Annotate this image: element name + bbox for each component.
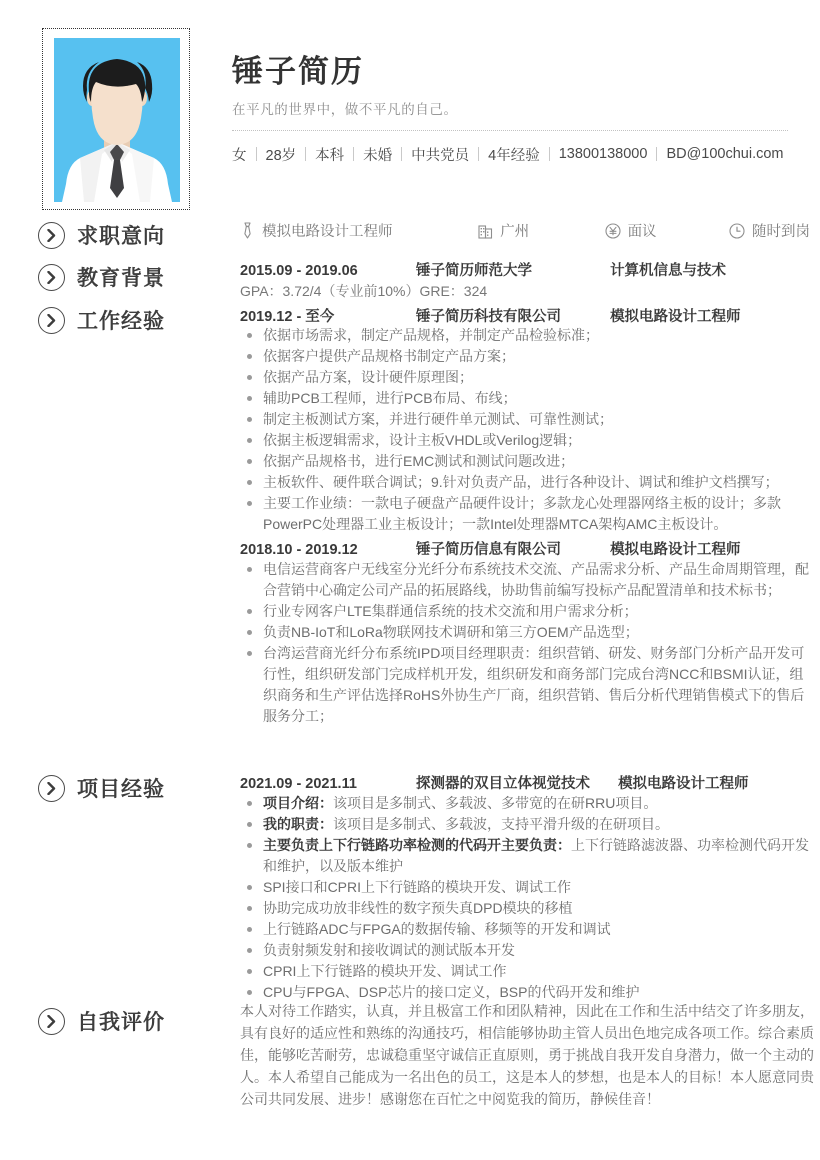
list-item — [240, 940, 812, 961]
bullet-text: 该项目是多制式、多载波、多带宽的在研RRU项目。 — [333, 795, 658, 811]
page-title: 锤子简历 — [232, 54, 364, 89]
work-entry-header — [240, 305, 820, 326]
job-intention-city — [478, 220, 604, 241]
building-icon — [478, 223, 493, 239]
meta-political-status: 中共党员 — [411, 147, 470, 164]
list-item — [240, 877, 812, 898]
work-company: 锤子简历科技有限公司 — [416, 309, 562, 325]
sidebar-item-label: 求职意向 — [77, 225, 165, 248]
list-item: 依据主板逻辑需求，设计主板VHDL或Verilog逻辑； — [240, 430, 812, 451]
main-content — [222, 0, 820, 1160]
meta-divider — [656, 147, 657, 161]
job-intention-row — [240, 220, 810, 241]
education-entry-header — [240, 259, 820, 280]
chevron-right-circle-icon — [38, 307, 65, 334]
list-item: 依据产品规格书，进行EMC测试和测试问题改进； — [240, 451, 812, 472]
meta-divider — [353, 147, 354, 161]
chevron-right-circle-icon — [38, 222, 65, 249]
project-entry-header — [240, 772, 820, 793]
meta-email: BD@100chui.com — [666, 146, 784, 163]
meta-experience: 4年经验 — [488, 147, 540, 164]
sidebar-item-work-experience[interactable] — [38, 305, 165, 335]
chevron-right-circle-icon — [38, 1008, 65, 1035]
bullet-text: 上下行链路滤波器、功率检测代码开发和维护，以及版本维护 — [263, 837, 809, 874]
necktie-icon — [240, 222, 255, 239]
avatar-illustration — [54, 38, 180, 202]
bullet-text: CPRI上下行链路的模块开发、调试工作 — [263, 963, 507, 979]
bullet-text: 协助完成功放非线性的数字预失真DPD模块的移植 — [263, 900, 573, 916]
meta-divider — [256, 147, 257, 161]
meta-marital-status: 未婚 — [363, 147, 393, 164]
list-item: 负责NB-IoT和LoRa物联网技术调研和第三方OEM产品选型； — [240, 622, 812, 643]
education-school: 锤子简历师范大学 — [416, 263, 533, 279]
sidebar-item-label: 项目经验 — [77, 778, 165, 801]
work-company: 锤子简历信息有限公司 — [416, 542, 562, 558]
sidebar-item-self-evaluation[interactable] — [38, 1006, 165, 1036]
list-item: 辅助PCB工程师，进行PCB布局、布线； — [240, 388, 812, 409]
bullet-text: CPU与FPGA、DSP芯片的接口定义，BSP的代码开发和维护 — [263, 984, 640, 1000]
list-item: 依据产品方案，设计硬件原理图； — [240, 367, 812, 388]
education-detail: GPA：3.72/4（专业前10%）GRE：324 — [240, 283, 488, 299]
personal-meta-line — [232, 144, 788, 165]
work-entry-header — [240, 538, 820, 559]
bullet-label: 我的职责： — [263, 816, 333, 832]
list-item: 制定主板测试方案，并进行硬件单元测试、可靠性测试； — [240, 409, 812, 430]
project-name: 探测器的双目立体视觉技术 — [416, 776, 591, 792]
meta-divider — [305, 147, 306, 161]
sidebar-item-label: 工作经验 — [77, 310, 165, 333]
list-item: 依据客户提供产品规格书制定产品方案； — [240, 346, 812, 367]
list-item — [240, 919, 812, 940]
list-item — [240, 835, 812, 877]
meta-age: 28岁 — [265, 147, 297, 164]
avatar-frame — [42, 28, 190, 210]
sidebar-item-education[interactable] — [38, 262, 165, 292]
list-item: 电信运营商客户无线室分光纤分布系统技术交流、产品需求分析、产品生命周期管理，配合营销中心确定公司产品的拓展路线，协助售前编写投标产品配置清单和技术标书； — [240, 559, 812, 601]
work-role: 模拟电路设计工程师 — [610, 542, 741, 558]
education-date: 2015.09 - 2019.06 — [240, 263, 358, 279]
job-intention-position — [240, 220, 478, 241]
meta-phone: 13800138000 — [558, 146, 648, 163]
list-item — [240, 793, 812, 814]
bullet-text: 上行链路ADC与FPGA的数据传输、移频等的开发和调试 — [263, 921, 611, 937]
meta-divider — [549, 147, 550, 161]
job-intention-salary-label: 面议 — [627, 224, 657, 240]
list-item: 台湾运营商光纤分布系统IPD项目经理职责：组织营销、研发、财务部门分析产品开发可行性，组织研发部门完成样机开发，组织研发和商务部门完成台湾NCC和BSMI认证，组织商务和生产评估选择RoHS外协生产厂商，组织营销、售后分析代理销售模式下的售后服务分工； — [240, 643, 812, 727]
clock-icon — [729, 223, 745, 239]
meta-degree: 本科 — [315, 147, 345, 164]
job-intention-salary — [605, 220, 729, 241]
sidebar-item-label: 教育背景 — [77, 267, 165, 290]
chevron-right-circle-icon — [38, 264, 65, 291]
sidebar-item-project-experience[interactable] — [38, 773, 165, 803]
meta-gender: 女 — [232, 147, 247, 164]
bullet-text: 负责射频发射和接收调试的测试版本开发 — [263, 942, 515, 958]
header-divider — [232, 130, 788, 131]
work-bullet-list — [240, 325, 812, 535]
job-intention-availability — [729, 220, 810, 241]
bullet-text: SPI接口和CPRI上下行链路的模块开发、调试工作 — [263, 879, 572, 895]
project-date: 2021.09 - 2021.11 — [240, 776, 357, 792]
project-role: 模拟电路设计工程师 — [618, 776, 749, 792]
chevron-right-circle-icon — [38, 775, 65, 802]
job-intention-position-label: 模拟电路设计工程师 — [262, 224, 393, 240]
project-bullet-list — [240, 793, 812, 1003]
work-bullet-list — [240, 559, 812, 727]
sidebar-item-job-intention[interactable] — [38, 220, 165, 250]
list-item — [240, 814, 812, 835]
list-item: 主要工作业绩：一款电子硬盘产品硬件设计；多款龙心处理器网络主板的设计；多款PowerPC处理器工业主板设计；一款Intel处理器MTCA架构AMC主板设计。 — [240, 493, 812, 535]
work-date: 2018.10 - 2019.12 — [240, 542, 358, 558]
work-date: 2019.12 - 至今 — [240, 309, 335, 325]
page-subtitle: 在平凡的世界中，做不平凡的自己。 — [232, 101, 458, 117]
work-role: 模拟电路设计工程师 — [610, 309, 741, 325]
sidebar-item-label: 自我评价 — [77, 1011, 165, 1034]
sidebar — [0, 0, 222, 1160]
avatar — [54, 38, 180, 202]
bullet-text: 该项目是多制式、多载波，支持平滑升级的在研项目。 — [333, 816, 669, 832]
meta-divider — [478, 147, 479, 161]
education-major: 计算机信息与技术 — [610, 263, 727, 279]
self-evaluation-text: 本人对待工作踏实，认真，并且极富工作和团队精神，因此在工作和生活中结交了许多朋友，具有良好的适应性和熟练的沟通技巧，相信能够协助主管人员出色地完成各项工作。综合素质佳，能够吃苦耐劳，忠诚稳重坚守诚信正直原则，勇于挑战自我开发自身潜力，做一个主动的人。本人希望自己能成为一名出色的员工，这是本人的梦想，也是本人的目标！本人愿意同贵公司共同发展、进步！感谢您在百忙之中阅览我的简历，静候佳音！ — [240, 1003, 814, 1107]
list-item — [240, 961, 812, 982]
list-item — [240, 898, 812, 919]
meta-divider — [401, 147, 402, 161]
resume-header — [232, 54, 788, 165]
bullet-label: 项目介绍： — [263, 795, 333, 811]
job-intention-city-label: 广州 — [500, 224, 530, 240]
job-intention-availability-label: 随时到岗 — [752, 224, 810, 240]
list-item: 行业专网客户LTE集群通信系统的技术交流和用户需求分析； — [240, 601, 812, 622]
list-item: 依据市场需求，制定产品规格，并制定产品检验标准； — [240, 325, 812, 346]
bullet-label: 主要负责上下行链路功率检测的代码开主要负责： — [263, 837, 571, 853]
yen-circle-icon — [605, 223, 621, 239]
list-item: 主板软件、硬件联合调试；9.针对负责产品，进行各种设计、调试和维护文档撰写； — [240, 472, 812, 493]
